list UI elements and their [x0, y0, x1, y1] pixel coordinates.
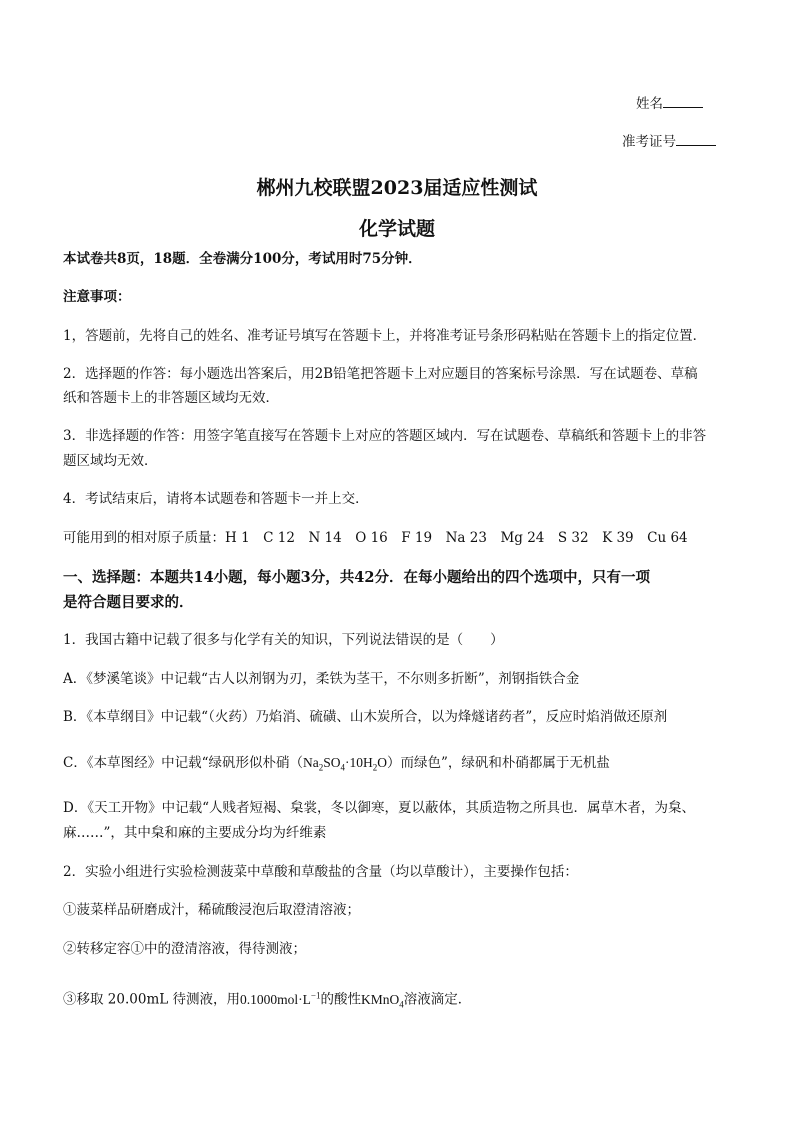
note-item: 2．选择题的作答：每小题选出答案后，用2B铅笔把答题卡上对应题目的答案标号涂黑．写在试题卷、草稿: [63, 366, 698, 382]
question-2-step: ③移取 20.00mL 待测液，用$0.1000mol\cdot L^{-1}$的酸性KMnO$_4$溶液滴定．: [63, 990, 472, 1010]
exam-id-blank: [676, 131, 716, 146]
note-item: 题区域均无效．: [63, 453, 158, 469]
exam-id-label: 准考证号: [622, 134, 676, 150]
note-item: 1，答题前，先将自己的姓名、准考证号填写在答题卡上，并将准考证号条形码粘贴在答题卡上的指定位置．: [63, 328, 707, 344]
question-2-stem: 2．实验小组进行实验检测菠菜中草酸和草酸盐的含量（均以草酸计），主要操作包括：: [63, 864, 578, 880]
question-1-option-a: A．《梦溪笔谈》中记载“古人以剂钢为刃，柔铁为茎干，不尔则多折断”，剂钢指铁合金: [63, 671, 580, 687]
exam-intro: 本试卷共8页，18题．全卷满分100分，考试用时75分钟．: [63, 251, 422, 267]
question-1-option-d: D．《天工开物》中记载“人贱者短褐、枲裳，冬以御寒，夏以蔽体，其质造物之所具也．属草木者，为枲、: [63, 800, 695, 816]
question-1-stem: 1．我国古籍中记载了很多与化学有关的知识，下列说法错误的是（ ）: [63, 632, 504, 648]
chemical-formula: $Na_2SO_4\cdot 10H_2O$: [302, 755, 387, 773]
section-heading: 一、选择题：本题共14小题，每小题3分，共42分．在每小题给出的四个选项中，只有一项: [63, 569, 650, 586]
concentration-unit: $0.1000mol\cdot L^{-1}$: [240, 990, 321, 1007]
note-item: 纸和答题卡上的非答题区域均无效．: [63, 390, 279, 406]
exam-id-field: [622, 130, 716, 150]
question-1-option-c: C．《本草图经》中记载“绿矾形似朴硝$(Na_2SO_4\cdot 10H_2O)$而绿色”，绿矾和朴硝都属于无机盐: [63, 755, 610, 773]
note-item: 4．考试结束后，请将本试题卷和答题卡一并上交．: [63, 491, 369, 507]
question-1-option-d-cont: 麻……”，其中枲和麻的主要成分均为纤维素: [63, 825, 327, 841]
name-field: [636, 92, 703, 112]
name-label: 姓名: [636, 96, 663, 112]
exam-subtitle: 化学试题: [358, 218, 435, 240]
question-2-step: ①菠菜样品研磨成汁，稀硫酸浸泡后取澄清溶液；: [63, 902, 360, 918]
section-heading-cont: 是符合题目要求的．: [63, 594, 194, 611]
question-2-step: ②转移定容①中的澄清溶液，得待测液；: [63, 941, 306, 957]
question-1-option-b: B．《本草纲目》中记载“（火药）乃焰消、硫磺、山木炭所合，以为烽燧诸药者”，反应时焰消做还原剂: [63, 709, 668, 725]
exam-title: 郴州九校联盟2023届适应性测试: [256, 177, 538, 199]
atomic-masses: 可能用到的相对原子质量：H 1 C 12 N 14 O 16 F 19 Na 23 Mg 24 S 32 K 39 Cu 64: [63, 530, 688, 546]
notes-heading: 注意事项：: [63, 289, 131, 305]
note-item: 3．非选择题的作答：用签字笔直接写在答题卡上对应的答题区域内．写在试题卷、草稿纸和答题卡上的非答: [63, 428, 707, 444]
chemical-formula: KMnO$_4$: [360, 991, 404, 1010]
name-blank: [663, 93, 703, 108]
